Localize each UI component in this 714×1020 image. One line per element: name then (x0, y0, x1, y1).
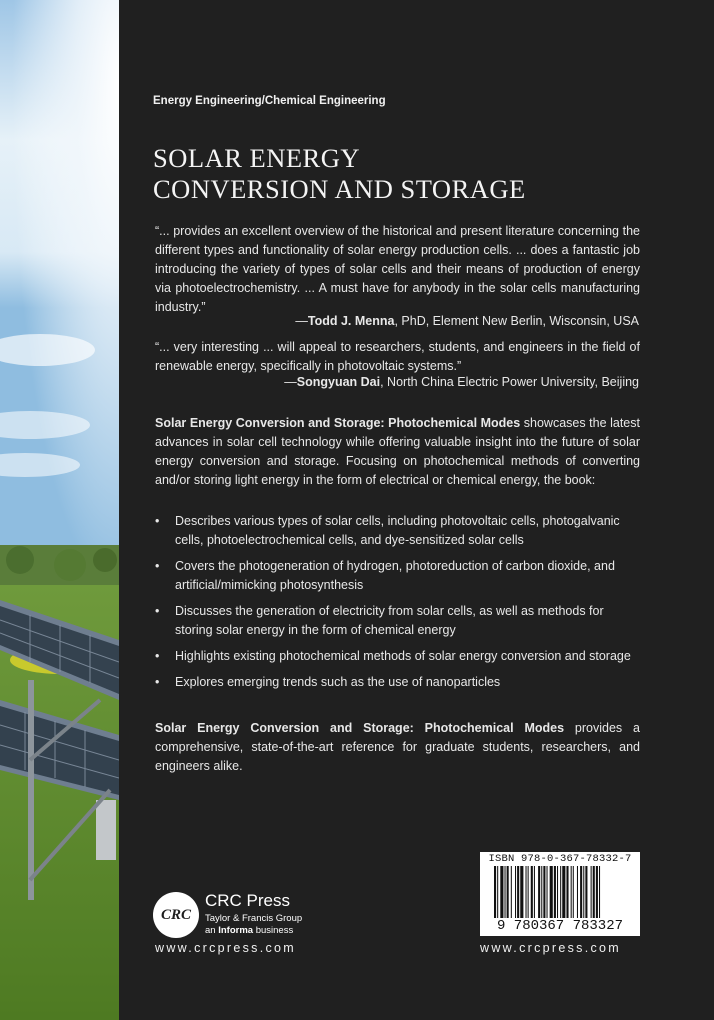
barcode-bar (580, 866, 582, 918)
bullet-icon: • (155, 604, 160, 618)
description-closing (155, 719, 640, 776)
informa-prefix: an (205, 925, 219, 936)
barcode-bar (547, 866, 548, 918)
reviewer-affiliation-1: , PhD, Element New Berlin, Wisconsin, USA (394, 314, 639, 328)
bullet-icon: • (155, 559, 160, 573)
publisher-url-right: www.crcpress.com (480, 941, 621, 955)
barcode-bars (494, 866, 626, 918)
barcode-bar (505, 866, 506, 918)
barcode-bar (566, 866, 568, 918)
reviewer-name-2: Songyuan Dai (296, 375, 381, 389)
barcode-bar (538, 866, 540, 918)
reviewer-affiliation-2: , North China Electric Power University, Beijing (380, 375, 639, 389)
book-title-line-2: CONVERSION AND STORAGE (153, 174, 526, 204)
closing-text: provides a comprehensive, state-of-the-art reference for graduate students, researchers, and engineers alike. (155, 721, 640, 773)
barcode-bar (543, 866, 545, 918)
crc-logo-icon: CRC (153, 892, 199, 938)
closing-book-title: Solar Energy Conversion and Storage: Photochemical Modes (155, 721, 565, 735)
list-item-text: Highlights existing photochemical methods of solar energy conversion and storage (175, 649, 631, 663)
bullet-icon: • (155, 514, 160, 528)
barcode-bar (517, 866, 519, 918)
list-item (155, 512, 640, 550)
attribution-dash: — (295, 314, 308, 328)
informa-name: Informa (218, 925, 254, 936)
informa-suffix: business (253, 925, 294, 936)
barcode-bar (541, 866, 542, 918)
publisher-logo (153, 888, 333, 948)
barcode-bar (534, 866, 535, 918)
publisher-informa (205, 925, 293, 936)
barcode-bar (577, 866, 578, 918)
barcode-bar (520, 866, 523, 918)
review-quote-2: “... very interesting ... will appeal to researchers, students, and engineers in the field of renewable energy, specifically in photovoltaic systems.” (155, 340, 640, 373)
list-item-text: Explores emerging trends such as the use of nanoparticles (175, 675, 501, 689)
bullet-icon: • (155, 675, 160, 689)
review-attribution-2 (284, 373, 639, 392)
barcode-bar (562, 866, 565, 918)
list-item (155, 602, 640, 640)
barcode-bar (497, 866, 498, 918)
barcode-bar (560, 866, 561, 918)
barcode-bar (585, 866, 587, 918)
list-item (155, 557, 640, 595)
barcode-bar (507, 866, 509, 918)
barcode-bar (557, 866, 558, 918)
cover-photo-solar-panels (0, 0, 119, 1020)
barcode-bar (591, 866, 592, 918)
barcode-bar (500, 866, 503, 918)
attribution-dash: — (284, 375, 297, 389)
list-item (155, 673, 640, 692)
barcode-bar (528, 866, 529, 918)
description-book-title: Solar Energy Conversion and Storage: Photochemical Modes (155, 416, 521, 430)
list-item-text: Covers the photogeneration of hydrogen, photoreduction of carbon dioxide, and artificial/mimicking photosynthesis (175, 559, 615, 592)
barcode-digits: 9 780367 783327 (496, 918, 624, 934)
barcode-bar (571, 866, 572, 918)
barcode-bar (596, 866, 598, 918)
review-attribution-1 (295, 312, 639, 331)
isbn-text: ISBN 978-0-367-78332-7 (488, 853, 632, 865)
barcode-bar (494, 866, 496, 918)
feature-list (155, 512, 640, 699)
barcode-bar (573, 866, 574, 918)
book-title (153, 143, 526, 205)
barcode-bar (599, 866, 600, 918)
description-intro-text: showcases the latest advances in solar cell technology while offering valuable insight into the future of solar energy conversion and storage. Focusing on photochemical methods of converting and/or storing light energy in the form of electrical or chemical energy, the book: (155, 416, 640, 487)
description-intro (155, 414, 640, 490)
list-item (155, 647, 640, 666)
isbn-barcode (480, 852, 640, 936)
publisher-group: Taylor & Francis Group (205, 913, 303, 924)
barcode-bar (531, 866, 533, 918)
barcode-bar (526, 866, 527, 918)
barcode-bar (511, 866, 512, 918)
reviewer-name-1: Todd J. Menna (307, 314, 395, 328)
list-item-text: Describes various types of solar cells, including photovoltaic cells, photogalvanic cells, photoelectrochemical cells, and dye-sensitized solar cells (175, 514, 620, 547)
barcode-bar (550, 866, 553, 918)
publisher-url-left: www.crcpress.com (155, 941, 296, 955)
book-title-line-1: SOLAR ENERGY (153, 143, 360, 173)
barcode-bar (515, 866, 516, 918)
review-quote-1: “... provides an excellent overview of the historical and present literature concerning the different types and functionality of solar energy production cells. ... does a fantastic job introducing the variety of types of solar cells and their means of production of energy via photoelectrochemistry. ... A must have for anybody in the solar cells manufacturing industry.” (155, 224, 640, 314)
publisher-name: CRC Press (205, 891, 291, 910)
barcode-bar (583, 866, 584, 918)
barcode-bar (554, 866, 556, 918)
category-label: Energy Engineering/Chemical Engineering (153, 95, 386, 107)
bullet-icon: • (155, 649, 160, 663)
barcode-bar (593, 866, 595, 918)
list-item-text: Discusses the generation of electricity from solar cells, as well as methods for storing solar energy in the form of chemical energy (175, 604, 604, 637)
